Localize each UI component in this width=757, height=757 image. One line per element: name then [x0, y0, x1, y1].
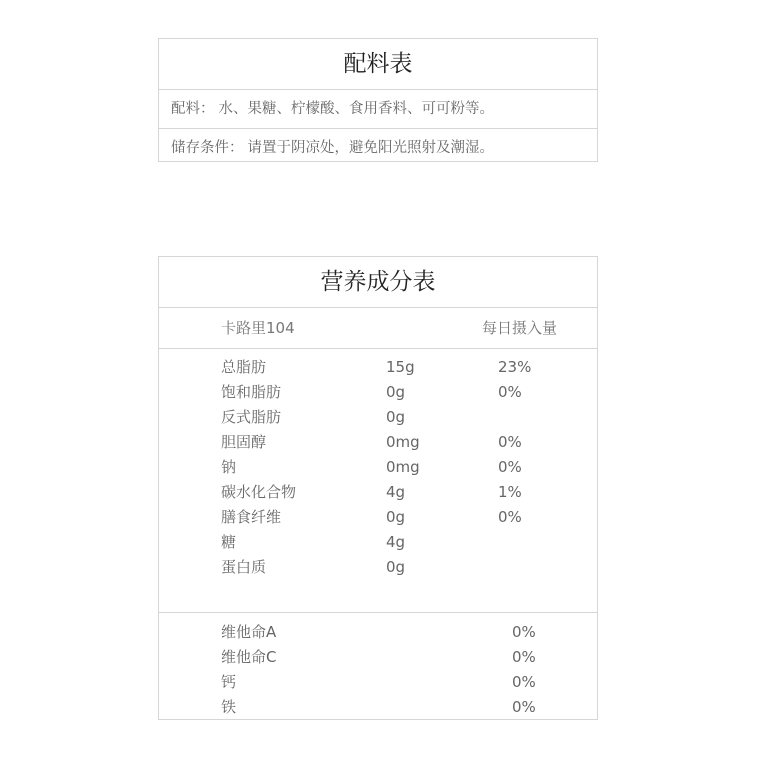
nutrient-daily-pct: 0% — [498, 383, 522, 401]
nutrient-row — [159, 430, 597, 455]
nutrient-amount: 0g — [386, 508, 406, 526]
vitamin-name: 维他命C — [221, 648, 277, 666]
nutrient-row — [159, 530, 597, 555]
nutrient-name: 钠 — [221, 458, 237, 476]
vitamin-daily-pct: 0% — [512, 648, 536, 666]
vitamin-daily-pct: 0% — [512, 623, 536, 641]
nutrient-row — [159, 355, 597, 380]
vitamin-row — [159, 620, 597, 645]
nutrient-daily-pct: 23% — [498, 358, 532, 376]
nutrient-name: 蛋白质 — [221, 558, 267, 576]
nutrient-daily-pct: 0% — [498, 508, 522, 526]
nutrient-amount: 0g — [386, 383, 406, 401]
storage-row — [159, 128, 597, 167]
calories-label: 卡路里104 — [221, 319, 295, 337]
nutrition-table — [158, 256, 598, 720]
nutrient-row — [159, 405, 597, 430]
nutrient-name: 碳水化合物 — [221, 483, 297, 501]
nutrient-daily-pct: 1% — [498, 483, 522, 501]
vitamin-daily-pct: 0% — [512, 673, 536, 691]
nutrient-list — [159, 349, 597, 613]
nutrient-amount: 0g — [386, 408, 406, 426]
vitamin-row — [159, 645, 597, 670]
storage-value: 请置于阴凉处，避免阳光照射及潮湿。 — [247, 140, 494, 156]
storage-label: 储存条件： — [171, 140, 244, 156]
ingredients-title: 配料表 — [159, 39, 597, 90]
daily-intake-label: 每日摄入量 — [482, 319, 558, 337]
nutrient-daily-pct: 0% — [498, 458, 522, 476]
nutrient-name: 糖 — [221, 533, 237, 551]
nutrient-name: 胆固醇 — [221, 433, 267, 451]
nutrient-amount: 0g — [386, 558, 406, 576]
nutrient-amount: 0mg — [386, 458, 420, 476]
ingredients-label: 配料： — [171, 101, 215, 117]
nutrient-row — [159, 380, 597, 405]
ingredients-value: 水、果糖、柠檬酸、食用香料、可可粉等。 — [218, 101, 494, 117]
nutrient-amount: 0mg — [386, 433, 420, 451]
vitamin-list — [159, 613, 597, 721]
nutrient-name: 总脂肪 — [221, 358, 267, 376]
nutrient-amount: 4g — [386, 533, 406, 551]
ingredients-row — [159, 90, 597, 128]
vitamin-name: 铁 — [221, 698, 237, 716]
vitamin-daily-pct: 0% — [512, 698, 536, 716]
nutrient-name: 饱和脂肪 — [221, 383, 282, 401]
nutrient-row — [159, 555, 597, 580]
ingredients-table — [158, 38, 598, 162]
vitamin-row — [159, 670, 597, 695]
nutrition-title: 营养成分表 — [159, 257, 597, 308]
nutrient-name: 膳食纤维 — [221, 508, 282, 526]
nutrient-name: 反式脂肪 — [221, 408, 282, 426]
vitamin-row — [159, 695, 597, 720]
nutrient-amount: 15g — [386, 358, 415, 376]
nutrient-row — [159, 480, 597, 505]
nutrient-row — [159, 455, 597, 480]
nutrient-daily-pct: 0% — [498, 433, 522, 451]
vitamin-name: 维他命A — [221, 623, 277, 641]
nutrition-header — [159, 308, 597, 349]
nutrient-row — [159, 505, 597, 530]
vitamin-name: 钙 — [221, 673, 237, 691]
nutrient-amount: 4g — [386, 483, 406, 501]
